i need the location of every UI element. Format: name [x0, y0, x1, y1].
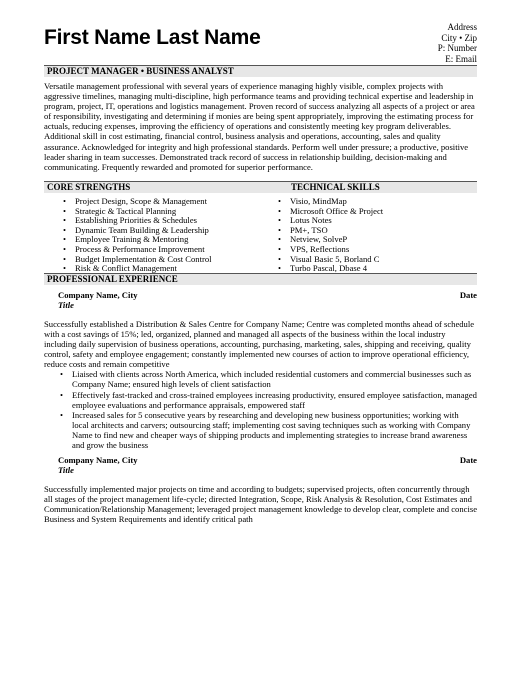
resume-header	[44, 0, 477, 65]
job-date: Date	[459, 455, 477, 466]
list-item: • Lotus Notes	[278, 216, 383, 226]
list-item: • Strategic & Tactical Planning	[63, 207, 212, 217]
technical-skills-title: TECHNICAL SKILLS	[291, 181, 380, 192]
company-name: Company Name, City	[58, 289, 138, 300]
list-item: • VPS, Reflections	[278, 245, 383, 255]
core-strengths-list	[63, 197, 212, 274]
skills-bar	[44, 181, 477, 193]
job-date: Date	[459, 289, 477, 300]
technical-skills-list	[278, 197, 383, 274]
list-item: • Microsoft Office & Project	[278, 207, 383, 217]
job-title: Title	[58, 299, 74, 310]
list-item: • Employee Training & Mentoring	[63, 235, 212, 245]
job-achievements	[60, 369, 477, 450]
email: E: Email	[445, 53, 477, 64]
list-item: • Risk & Conflict Management	[63, 264, 212, 274]
job-entry	[44, 455, 477, 524]
job-entry	[44, 290, 477, 450]
city-zip: City • Zip	[441, 32, 477, 43]
list-item: • PM+, TSO	[278, 226, 383, 236]
job-header	[44, 455, 477, 465]
list-item: • Turbo Pascal, Dbase 4	[278, 264, 383, 274]
company-name: Company Name, City	[58, 455, 138, 466]
list-item: • Netview, SolveP	[278, 235, 383, 245]
job-title: Title	[58, 465, 74, 476]
job-description: Successfully implemented major projects on time and according to budgets; supervised projects, often concurrently through all stages of the project management life-cycle; directed Integration, Scope, Risk Analysis & Resolution, Cost Estimates and Communication/Relationship Management; leveraged project management knowledge to develop clear, complete and concise Business and System Requirements and identify critical path	[44, 484, 478, 525]
job-description: Successfully established a Distribution & Sales Centre for Company Name; Centre was completed months ahead of schedule with a cost savings of 15%; led, organized, planned and managed all aspects of the business within the local industry including daily supervision of business operations, accounting, purchasing, marketing, sales, shipping and receiving, quality control, safety and employee engagement; constantly implemented new courses of action to improve operational efficiency, reduce costs and remain competitive	[44, 318, 475, 370]
list-item: • Increased sales for 5 consecutive years by researching and developing new business opportunities; working with local architects and carvers; outsourcing staff; implementing cost saving techniques such as working with Company Name to find new and cheaper ways of shipping products and implementing strategies to increase brand awareness and grow the business	[60, 410, 477, 450]
contact-block	[438, 22, 477, 64]
headline-bar: PROJECT MANAGER • BUSINESS ANALYST	[44, 65, 477, 77]
list-item: • Visual Basic 5, Borland C	[278, 255, 383, 265]
phone: P: Number	[437, 43, 477, 54]
skills-columns	[44, 197, 477, 273]
list-item: • Visio, MindMap	[278, 197, 383, 207]
list-item: • Project Design, Scope & Management	[63, 197, 212, 207]
list-item: • Budget Implementation & Cost Control	[63, 255, 212, 265]
summary-paragraph: Versatile management professional with several years of experience managing highly visible, complex projects with aggressive timelines, managing multi-discipline, high performance teams and providing technical expertise and leadership in program, project, IT, operations and logistics management. Proven record of success analyzing all aspects of a project or area of responsibility, investigating and determining if monies are being spent appropriately, improving the estimating process for actuals, reducing expenses, improving the efficiency of operations and consistently meeting key program deliverables. Additional skill in cost estimating, financial control, business analysis and operations, accounting, sales and quality assurance. Acknowledged for integrity and high professional standards. Perform well under pressure; a productive, positive leader sharing in team successes. Demonstrated track record of success in relationship building, decision-making and communicating. Frequently rewarded and promoted for superior performance.	[44, 81, 475, 172]
core-strengths-title: CORE STRENGTHS	[47, 181, 131, 192]
candidate-name: First Name Last Name	[44, 26, 261, 49]
list-item: • Liaised with clients across North America, which included residential customers and commercial businesses such as Company Name; ensured high levels of client satisfaction	[60, 369, 477, 389]
address: Address	[447, 22, 477, 32]
list-item: • Establishing Priorities & Schedules	[63, 216, 212, 226]
experience-bar: PROFESSIONAL EXPERIENCE	[44, 273, 477, 285]
job-header	[44, 290, 477, 300]
list-item: • Process & Performance Improvement	[63, 245, 212, 255]
list-item: • Dynamic Team Building & Leadership	[63, 226, 212, 236]
list-item: • Effectively fast-tracked and cross-trained employees increasing productivity, ensured employee satisfaction, managed employee evaluations and performance appraisals, empowered staff	[60, 390, 477, 410]
